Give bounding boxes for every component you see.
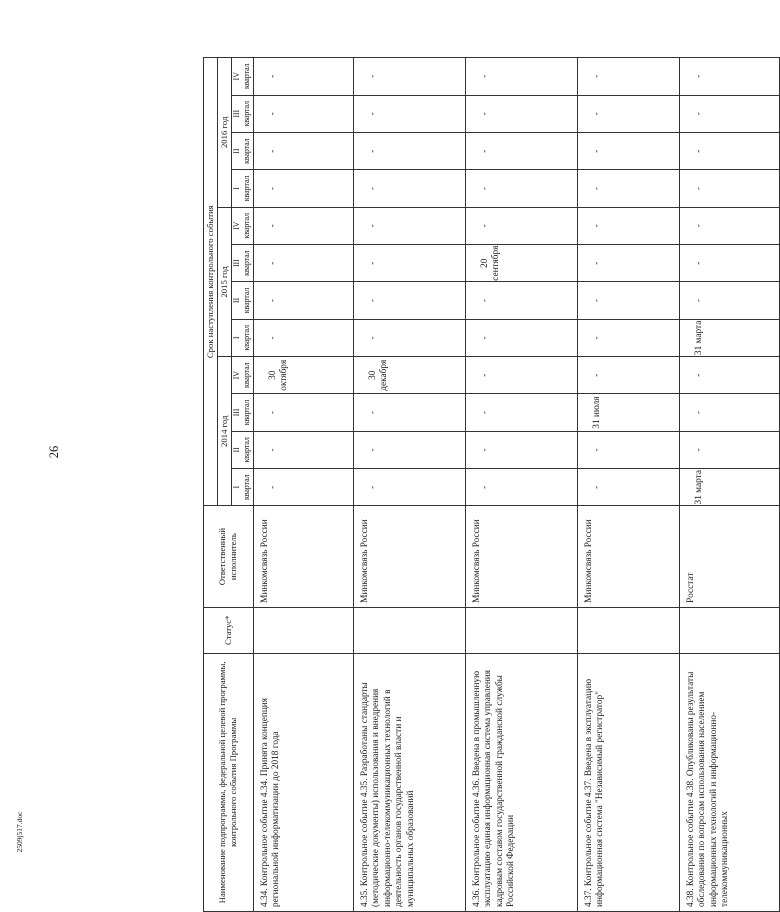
header-quarter bbox=[232, 58, 254, 96]
deadline-cell: - bbox=[577, 469, 679, 506]
deadline-cell: - bbox=[353, 469, 465, 506]
deadline-cell: - bbox=[253, 95, 353, 132]
deadline-cell: - bbox=[465, 58, 577, 96]
deadline-cell: - bbox=[465, 431, 577, 468]
deadline-cell: - bbox=[679, 357, 779, 394]
event-name-cell: 4.38. Контрольное событие 4.38. Опубликованы результаты обследования по вопросам использования населением информационных технологий и информационно-телекоммуникационных bbox=[679, 653, 779, 911]
header-deadline: Срок наступления контрольного события bbox=[204, 58, 218, 506]
deadline-cell: - bbox=[679, 207, 779, 244]
quarter-number: I bbox=[232, 187, 241, 190]
deadline-cell: - bbox=[253, 58, 353, 96]
table-row bbox=[465, 58, 577, 912]
table-row bbox=[679, 58, 779, 912]
page-number: 26 bbox=[47, 445, 61, 459]
executor-cell: Минкомсвязь России bbox=[465, 506, 577, 607]
deadline-cell: - bbox=[577, 58, 679, 96]
header-quarter bbox=[232, 132, 254, 169]
status-cell bbox=[577, 607, 679, 653]
deadline-cell: - bbox=[253, 282, 353, 319]
deadline-cell: - bbox=[465, 132, 577, 169]
deadline-cell: - bbox=[679, 132, 779, 169]
table-row bbox=[577, 58, 679, 912]
deadline-cell: - bbox=[465, 394, 577, 431]
quarter-number: IV bbox=[232, 371, 241, 380]
deadline-cell: - bbox=[353, 431, 465, 468]
quarter-number: III bbox=[232, 408, 241, 417]
deadline-cell: - bbox=[253, 469, 353, 506]
deadline-cell: - bbox=[465, 170, 577, 207]
table-header bbox=[204, 58, 254, 912]
quarter-word: квартал bbox=[242, 138, 252, 164]
event-name-cell: 4.34. Контрольное событие 4.34. Принята концепция региональной информатизации до 2018 года bbox=[253, 653, 353, 911]
deadline-cell: - bbox=[577, 207, 679, 244]
quarter-word: квартал bbox=[242, 325, 252, 351]
deadline-cell: - bbox=[577, 245, 679, 282]
quarter-word: квартал bbox=[242, 63, 252, 90]
executor-cell: Минкомсвязь России bbox=[253, 506, 353, 607]
quarter-word: квартал bbox=[242, 175, 252, 202]
deadline-cell: - bbox=[253, 431, 353, 468]
deadline-cell: - bbox=[577, 95, 679, 132]
deadline-cell: 20 сентября bbox=[465, 245, 577, 282]
deadline-cell: - bbox=[353, 58, 465, 96]
deadline-cell: - bbox=[353, 282, 465, 319]
header-quarter bbox=[232, 319, 254, 356]
deadline-cell: - bbox=[679, 394, 779, 431]
executor-cell: Минкомсвязь России bbox=[353, 506, 465, 607]
status-cell bbox=[465, 607, 577, 653]
header-quarter bbox=[232, 207, 254, 244]
deadline-cell: - bbox=[353, 245, 465, 282]
deadline-cell: - bbox=[679, 170, 779, 207]
header-name-column: Наименование подпрограммы, федеральной целевой программы, контрольного события Программы bbox=[204, 653, 254, 911]
quarter-word: квартал bbox=[242, 362, 252, 388]
table-row bbox=[253, 58, 353, 912]
deadline-cell: - bbox=[577, 170, 679, 207]
header-quarter bbox=[232, 394, 254, 431]
deadline-cell: 31 марта bbox=[679, 469, 779, 506]
deadline-cell: - bbox=[253, 394, 353, 431]
deadline-cell: - bbox=[253, 207, 353, 244]
event-name-cell: 4.35. Контрольное событие 4.35. Разработаны стандарты (методические документы) использования и внедрения информационно-телекоммуникационных технологий в деятельность органов государственной власти и муниципальных образований bbox=[353, 653, 465, 911]
executor-cell: Росстат bbox=[679, 506, 779, 607]
deadline-cell: - bbox=[465, 95, 577, 132]
quarter-word: квартал bbox=[242, 399, 252, 426]
control-events-table bbox=[203, 57, 780, 912]
deadline-cell: - bbox=[577, 282, 679, 319]
deadline-cell: - bbox=[465, 469, 577, 506]
quarter-word: квартал bbox=[242, 287, 252, 314]
deadline-cell: - bbox=[465, 319, 577, 356]
quarter-number: II bbox=[232, 148, 241, 154]
deadline-cell: - bbox=[577, 319, 679, 356]
header-year-2015: 2015 год bbox=[218, 207, 232, 356]
deadline-cell: - bbox=[253, 245, 353, 282]
quarter-number: II bbox=[232, 298, 241, 304]
deadline-cell: 31 марта bbox=[679, 319, 779, 356]
deadline-cell: - bbox=[253, 319, 353, 356]
quarter-word: квартал bbox=[242, 437, 252, 463]
executor-cell: Минкомсвязь России bbox=[577, 506, 679, 607]
quarter-number: I bbox=[232, 336, 241, 340]
deadline-cell: - bbox=[353, 132, 465, 169]
quarter-number: I bbox=[232, 485, 241, 489]
header-status-column: Статус* bbox=[204, 607, 254, 653]
deadline-cell: 30 декабря bbox=[353, 357, 465, 394]
quarter-word: квартал bbox=[242, 250, 252, 276]
deadline-cell: - bbox=[679, 245, 779, 282]
deadline-cell: - bbox=[353, 207, 465, 244]
header-quarter bbox=[232, 95, 254, 132]
event-name-cell: 4.37. Контрольное событие 4.37. Введена в эксплуатацию информационная система "Независимый регистратор" bbox=[577, 653, 679, 911]
deadline-cell: - bbox=[679, 282, 779, 319]
footer-filename: 2509j517.doc bbox=[15, 811, 24, 853]
status-cell bbox=[253, 607, 353, 653]
event-name-cell: 4.36. Контрольное событие 4.36. Введена в промышленную эксплуатацию единая информационная система управления кадровым составом государственной гражданской службы Российской Федерации bbox=[465, 653, 577, 911]
header-year-2014: 2014 год bbox=[218, 357, 232, 506]
deadline-cell: - bbox=[679, 431, 779, 468]
header-year-2016: 2016 год bbox=[218, 58, 232, 208]
quarter-number: III bbox=[232, 259, 241, 267]
quarter-number: IV bbox=[232, 72, 241, 81]
deadline-cell: - bbox=[465, 357, 577, 394]
deadline-cell: - bbox=[353, 170, 465, 207]
deadline-cell: 31 июля bbox=[577, 394, 679, 431]
header-executor-column: Ответственный исполнитель bbox=[204, 506, 254, 607]
quarter-number: II bbox=[232, 447, 241, 453]
deadline-cell: - bbox=[577, 132, 679, 169]
header-quarter bbox=[232, 431, 254, 468]
deadline-cell: - bbox=[679, 95, 779, 132]
deadline-cell: - bbox=[577, 357, 679, 394]
header-quarter bbox=[232, 469, 254, 506]
header-quarter bbox=[232, 357, 254, 394]
quarter-word: квартал bbox=[242, 213, 252, 239]
header-quarter bbox=[232, 245, 254, 282]
header-quarter bbox=[232, 282, 254, 319]
table-row bbox=[353, 58, 465, 912]
deadline-cell: - bbox=[253, 170, 353, 207]
deadline-cell: - bbox=[253, 132, 353, 169]
quarter-number: IV bbox=[232, 221, 241, 230]
deadline-cell: - bbox=[577, 431, 679, 468]
status-cell bbox=[679, 607, 779, 653]
deadline-cell: - bbox=[679, 58, 779, 96]
deadline-cell: - bbox=[353, 95, 465, 132]
deadline-cell: - bbox=[465, 282, 577, 319]
status-cell bbox=[353, 607, 465, 653]
deadline-cell: 30 октября bbox=[253, 357, 353, 394]
header-quarter bbox=[232, 170, 254, 207]
table-body bbox=[253, 58, 779, 912]
rotated-table-page bbox=[203, 57, 731, 912]
deadline-cell: - bbox=[353, 319, 465, 356]
deadline-cell: - bbox=[353, 394, 465, 431]
quarter-number: III bbox=[232, 110, 241, 118]
quarter-word: квартал bbox=[242, 474, 252, 500]
deadline-cell: - bbox=[465, 207, 577, 244]
quarter-word: квартал bbox=[242, 101, 252, 127]
